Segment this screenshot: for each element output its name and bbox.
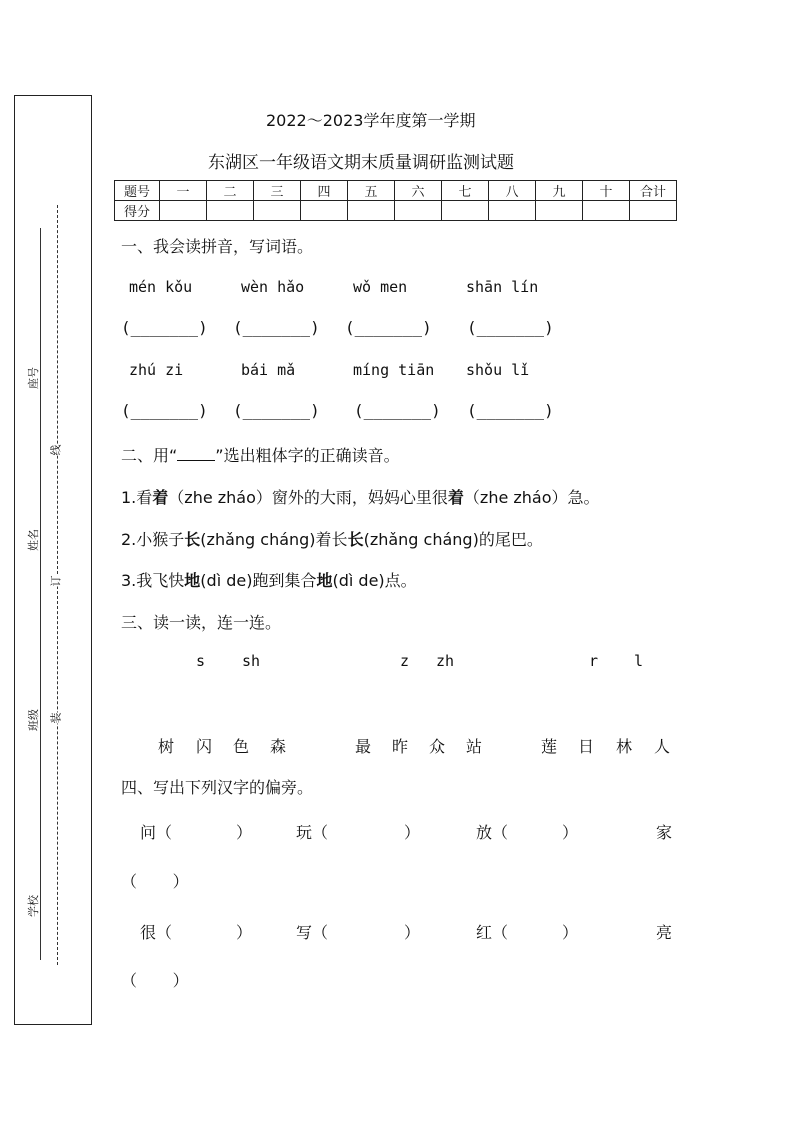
- hanzi-char[interactable]: 森: [270, 737, 287, 756]
- radical-blank-close[interactable]: ）: [236, 923, 253, 942]
- sentence-text[interactable]: (dì de)跑到集合: [200, 571, 317, 590]
- pinyin-initial[interactable]: l: [634, 652, 644, 670]
- q2-sentence-3: [121, 568, 417, 591]
- score-cell[interactable]: [254, 201, 301, 221]
- radical-blank-close[interactable]: ）: [562, 823, 579, 842]
- question-number-label: 题号: [115, 181, 160, 201]
- radical-blank-wrap[interactable]: （ ）: [121, 971, 189, 990]
- q2-heading-part: 二、用“: [121, 446, 178, 465]
- radical-item: 写（: [296, 923, 329, 942]
- radical-blank-close[interactable]: ）: [404, 823, 421, 842]
- term-title: 2022～2023学年度第一学期: [266, 111, 476, 130]
- q1-heading: 一、我会读拼音，写词语。: [121, 237, 314, 256]
- radical-blank-wrap[interactable]: （ ）: [121, 872, 189, 891]
- binding-margin: [14, 95, 92, 1025]
- hanzi-char[interactable]: 树: [158, 737, 175, 756]
- q2-sentence-2: [121, 527, 543, 550]
- answer-blank[interactable]: (_______): [467, 318, 554, 337]
- answer-blank[interactable]: (_______): [233, 318, 320, 337]
- seat-label: 座号: [27, 367, 40, 389]
- sentence-text[interactable]: (zhǎng cháng)的尾巴。: [363, 530, 543, 549]
- hanzi-char[interactable]: 日: [578, 737, 595, 756]
- underline-sample: [177, 446, 215, 461]
- col-header: 九: [536, 181, 583, 201]
- score-table-score-row: [115, 201, 677, 221]
- hanzi-char[interactable]: 众: [429, 737, 446, 756]
- col-header: 二: [207, 181, 254, 201]
- total-header: 合计: [630, 181, 677, 201]
- radical-blank-close[interactable]: ）: [562, 923, 579, 942]
- sentence-text: 3.我飞快: [121, 571, 185, 590]
- bold-char: 长: [184, 530, 201, 549]
- hanzi-char[interactable]: 莲: [541, 737, 558, 756]
- q4-heading: 四、写出下列汉字的偏旁。: [121, 778, 314, 797]
- col-header: 七: [442, 181, 489, 201]
- bold-char: 着: [447, 488, 464, 507]
- hanzi-char[interactable]: 闪: [196, 737, 213, 756]
- score-cell[interactable]: [348, 201, 395, 221]
- pinyin-item: shān lín: [466, 278, 539, 296]
- bold-char: 长: [347, 530, 364, 549]
- sentence-text[interactable]: （zhe zháo）急。: [463, 488, 600, 507]
- bold-char: 地: [316, 571, 333, 590]
- q2-heading-part: ”选出粗体字的正确读音。: [215, 446, 400, 465]
- hanzi-char[interactable]: 人: [654, 737, 671, 756]
- radical-item: 玩（: [296, 823, 329, 842]
- radical-blank-close[interactable]: ）: [236, 823, 253, 842]
- score-cell[interactable]: [160, 201, 207, 221]
- bold-char: 地: [184, 571, 201, 590]
- pinyin-initial[interactable]: s: [196, 652, 206, 670]
- score-cell[interactable]: [301, 201, 348, 221]
- margin-char-line: 线: [49, 444, 63, 456]
- sentence-text[interactable]: （zhe zháo）窗外的大雨，妈妈心里很: [168, 488, 448, 507]
- pinyin-item: zhú zi: [129, 361, 184, 379]
- hanzi-char[interactable]: 昨: [392, 737, 409, 756]
- pinyin-item: wǒ men: [353, 278, 408, 296]
- hanzi-char[interactable]: 色: [233, 737, 250, 756]
- margin-char-seal: 装: [49, 712, 63, 724]
- answer-blank[interactable]: (_______): [233, 401, 320, 420]
- score-cell[interactable]: [583, 201, 630, 221]
- score-cell[interactable]: [489, 201, 536, 221]
- name-label: 姓名: [27, 529, 40, 551]
- pinyin-initial[interactable]: zh: [436, 652, 455, 670]
- pinyin-initial[interactable]: r: [589, 652, 599, 670]
- radical-blank-close[interactable]: ）: [404, 923, 421, 942]
- pinyin-initial[interactable]: sh: [242, 652, 261, 670]
- sentence-text: 2.小猴子: [121, 530, 185, 549]
- margin-char-bind: 订: [49, 575, 63, 587]
- answer-blank[interactable]: (_______): [345, 318, 432, 337]
- score-cell[interactable]: [207, 201, 254, 221]
- margin-line: [40, 228, 41, 960]
- radical-item: 放（: [476, 823, 509, 842]
- class-label: 班级: [27, 709, 40, 731]
- q2-heading: [121, 443, 400, 466]
- radical-item: 亮: [656, 923, 673, 942]
- radical-item: 家: [656, 823, 673, 842]
- pinyin-item: shǒu lǐ: [466, 361, 530, 379]
- pinyin-item: bái mǎ: [241, 361, 296, 379]
- radical-item: 很（: [140, 923, 173, 942]
- score-label: 得分: [115, 201, 160, 221]
- hanzi-char[interactable]: 站: [466, 737, 483, 756]
- q3-heading: 三、读一读，连一连。: [121, 613, 282, 632]
- answer-blank[interactable]: (_______): [121, 318, 208, 337]
- radical-item: 红（: [476, 923, 509, 942]
- bold-char: 着: [152, 488, 169, 507]
- q2-sentence-1: [121, 485, 600, 508]
- col-header: 十: [583, 181, 630, 201]
- hanzi-char[interactable]: 最: [355, 737, 372, 756]
- col-header: 八: [489, 181, 536, 201]
- hanzi-char[interactable]: 林: [616, 737, 633, 756]
- pinyin-item: mén kǒu: [129, 278, 193, 296]
- exam-title: 东湖区一年级语文期末质量调研监测试题: [208, 153, 514, 173]
- score-cell[interactable]: [630, 201, 677, 221]
- col-header: 四: [301, 181, 348, 201]
- sentence-text[interactable]: (zhǎng cháng)着长: [200, 530, 348, 549]
- pinyin-item: míng tiān: [353, 361, 435, 379]
- score-cell[interactable]: [536, 201, 583, 221]
- answer-blank[interactable]: (_______): [467, 401, 554, 420]
- col-header: 三: [254, 181, 301, 201]
- sentence-text: 1.看: [121, 488, 153, 507]
- school-label: 学校: [27, 895, 40, 917]
- score-cell[interactable]: [395, 201, 442, 221]
- answer-blank[interactable]: (_______): [121, 401, 208, 420]
- pinyin-initial[interactable]: z: [400, 652, 410, 670]
- radical-item: 问（: [140, 823, 173, 842]
- score-table: [114, 180, 677, 221]
- pinyin-item: wèn hǎo: [241, 278, 305, 296]
- col-header: 五: [348, 181, 395, 201]
- col-header: 六: [395, 181, 442, 201]
- score-table-header-row: [115, 181, 677, 201]
- col-header: 一: [160, 181, 207, 201]
- sentence-text[interactable]: (dì de)点。: [332, 571, 417, 590]
- score-cell[interactable]: [442, 201, 489, 221]
- answer-blank[interactable]: (_______): [354, 401, 441, 420]
